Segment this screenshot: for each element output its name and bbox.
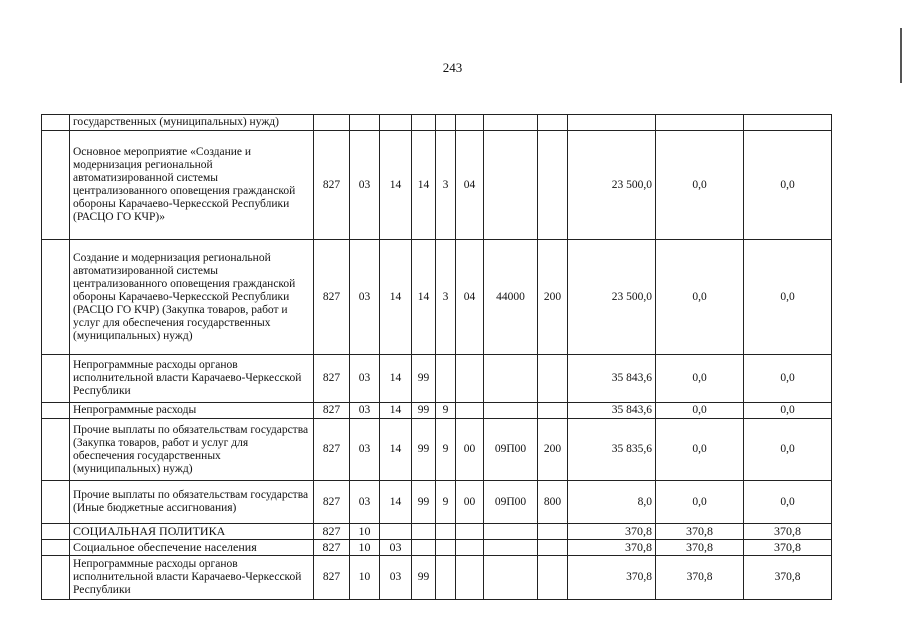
cell-cs-event [456,556,484,600]
cell-amount-year3: 370,8 [744,540,832,556]
cell-amount-year3: 0,0 [744,403,832,419]
cell-amount-year3: 0,0 [744,131,832,240]
cell-amount-year3: 370,8 [744,524,832,540]
cell-amount-year3: 0,0 [744,419,832,481]
cell-rz: 03 [350,240,380,355]
cell-vr [538,115,568,131]
cell-pr [380,115,412,131]
cell-vr [538,540,568,556]
cell-amount-year2: 370,8 [656,540,744,556]
cell-amount-year1: 370,8 [568,556,656,600]
cell-amount-year3: 0,0 [744,481,832,524]
cell-amount-year2: 370,8 [656,524,744,540]
cell-vr [538,556,568,600]
cell-cs-program: 99 [412,556,436,600]
table-row [42,556,832,600]
cell-rz: 10 [350,524,380,540]
cell-cs-direction [484,131,538,240]
cell-cs-subprogram [436,524,456,540]
cell-cs-event [456,355,484,403]
cell-pr: 14 [380,240,412,355]
cell-vr [538,355,568,403]
table-row [42,115,832,131]
cell-amount-year2: 0,0 [656,403,744,419]
cell-rz: 03 [350,403,380,419]
cell-rz [350,115,380,131]
cell-cs-event: 04 [456,131,484,240]
table-body [42,115,832,600]
cell-amount-year1: 370,8 [568,540,656,556]
cell-ved: 827 [314,131,350,240]
cell-vr [538,403,568,419]
cell-cs-subprogram [436,556,456,600]
cell-amount-year2 [656,115,744,131]
cell-cs-subprogram [436,115,456,131]
cell-pr [380,524,412,540]
cell-number [42,419,70,481]
cell-vr [538,524,568,540]
cell-name: Непрограммные расходы органов исполнительной власти Карачаево-Черкесской Республики [70,556,314,600]
cell-cs-event: 04 [456,240,484,355]
cell-amount-year2: 0,0 [656,355,744,403]
table-row [42,403,832,419]
cell-cs-subprogram: 9 [436,419,456,481]
cell-number [42,403,70,419]
table-row [42,355,832,403]
cell-number [42,481,70,524]
cell-amount-year3: 0,0 [744,355,832,403]
cell-number [42,540,70,556]
cell-cs-event [456,540,484,556]
cell-number [42,131,70,240]
budget-table [41,114,832,600]
cell-amount-year2: 0,0 [656,419,744,481]
cell-cs-program: 99 [412,403,436,419]
cell-name: Прочие выплаты по обязательствам государства (Закупка товаров, работ и услуг для обеспечения государственных (муниципальных) нужд) [70,419,314,481]
cell-amount-year1: 370,8 [568,524,656,540]
cell-rz: 10 [350,540,380,556]
cell-amount-year3 [744,115,832,131]
cell-rz: 10 [350,556,380,600]
cell-cs-direction [484,540,538,556]
cell-rz: 03 [350,419,380,481]
cell-name: Прочие выплаты по обязательствам государства (Иные бюджетные ассигнования) [70,481,314,524]
cell-rz: 03 [350,481,380,524]
cell-cs-direction [484,115,538,131]
cell-vr: 200 [538,419,568,481]
cell-vr [538,131,568,240]
cell-rz: 03 [350,355,380,403]
cell-name: Непрограммные расходы органов исполнительной власти Карачаево-Черкесской Республики [70,355,314,403]
cell-pr: 14 [380,419,412,481]
cell-cs-subprogram: 3 [436,131,456,240]
cell-amount-year3: 0,0 [744,240,832,355]
table-row [42,419,832,481]
cell-amount-year3: 370,8 [744,556,832,600]
cell-amount-year2: 0,0 [656,131,744,240]
cell-cs-program: 14 [412,240,436,355]
cell-cs-event: 00 [456,481,484,524]
cell-ved: 827 [314,524,350,540]
table-row [42,240,832,355]
cell-ved [314,115,350,131]
cell-cs-program: 99 [412,419,436,481]
cell-amount-year1: 35 843,6 [568,403,656,419]
cell-amount-year1: 23 500,0 [568,131,656,240]
cell-cs-direction [484,524,538,540]
cell-vr: 800 [538,481,568,524]
cell-cs-direction [484,403,538,419]
cell-name: государственных (муниципальных) нужд) [70,115,314,131]
cell-amount-year2: 0,0 [656,240,744,355]
cell-pr: 14 [380,481,412,524]
cell-cs-event [456,115,484,131]
cell-cs-program: 99 [412,355,436,403]
cell-number [42,524,70,540]
cell-cs-subprogram: 9 [436,481,456,524]
table-row [42,524,832,540]
cell-rz: 03 [350,131,380,240]
cell-name: Социальное обеспечение населения [70,540,314,556]
cell-name: СОЦИАЛЬНАЯ ПОЛИТИКА [70,524,314,540]
cell-cs-direction [484,355,538,403]
cell-number [42,355,70,403]
cell-cs-program [412,115,436,131]
page-number: 243 [442,60,463,75]
cell-amount-year1 [568,115,656,131]
cell-cs-event: 00 [456,419,484,481]
cell-pr: 03 [380,540,412,556]
cell-cs-subprogram: 3 [436,240,456,355]
cell-amount-year2: 0,0 [656,481,744,524]
cell-name: Непрограммные расходы [70,403,314,419]
cell-cs-direction [484,556,538,600]
cell-ved: 827 [314,355,350,403]
cell-name: Создание и модернизация региональной автоматизированной системы централизованного оповещения гражданской обороны Карачаево-Черкесской Республики (РАСЦО ГО КЧР) (Закупка товаров, работ и услуг для обеспечения государственных (муниципальных) нужд) [70,240,314,355]
cell-amount-year1: 35 835,6 [568,419,656,481]
cell-cs-subprogram [436,355,456,403]
cell-cs-program [412,524,436,540]
cell-cs-direction: 09П00 [484,419,538,481]
cell-cs-event [456,403,484,419]
cell-pr: 14 [380,131,412,240]
cell-ved: 827 [314,556,350,600]
cell-ved: 827 [314,419,350,481]
cell-number [42,240,70,355]
cell-number [42,556,70,600]
cell-cs-program: 99 [412,481,436,524]
cell-ved: 827 [314,403,350,419]
cell-cs-event [456,524,484,540]
cell-pr: 14 [380,355,412,403]
cell-pr: 03 [380,556,412,600]
cell-ved: 827 [314,481,350,524]
cell-cs-subprogram: 9 [436,403,456,419]
table-row [42,131,832,240]
table-row [42,481,832,524]
cell-name: Основное мероприятие «Создание и модернизация региональной автоматизированной системы централизованного оповещения гражданской обороны Карачаево-Черкесской Республики (РАСЦО ГО КЧР)» [70,131,314,240]
table-row [42,540,832,556]
cell-amount-year1: 8,0 [568,481,656,524]
cell-ved: 827 [314,240,350,355]
cell-cs-subprogram [436,540,456,556]
cell-ved: 827 [314,540,350,556]
cell-amount-year2: 370,8 [656,556,744,600]
cell-cs-program: 14 [412,131,436,240]
cell-cs-program [412,540,436,556]
cell-number [42,115,70,131]
cell-pr: 14 [380,403,412,419]
cell-cs-direction: 44000 [484,240,538,355]
cell-amount-year1: 35 843,6 [568,355,656,403]
cell-amount-year1: 23 500,0 [568,240,656,355]
cell-cs-direction: 09П00 [484,481,538,524]
cell-vr: 200 [538,240,568,355]
